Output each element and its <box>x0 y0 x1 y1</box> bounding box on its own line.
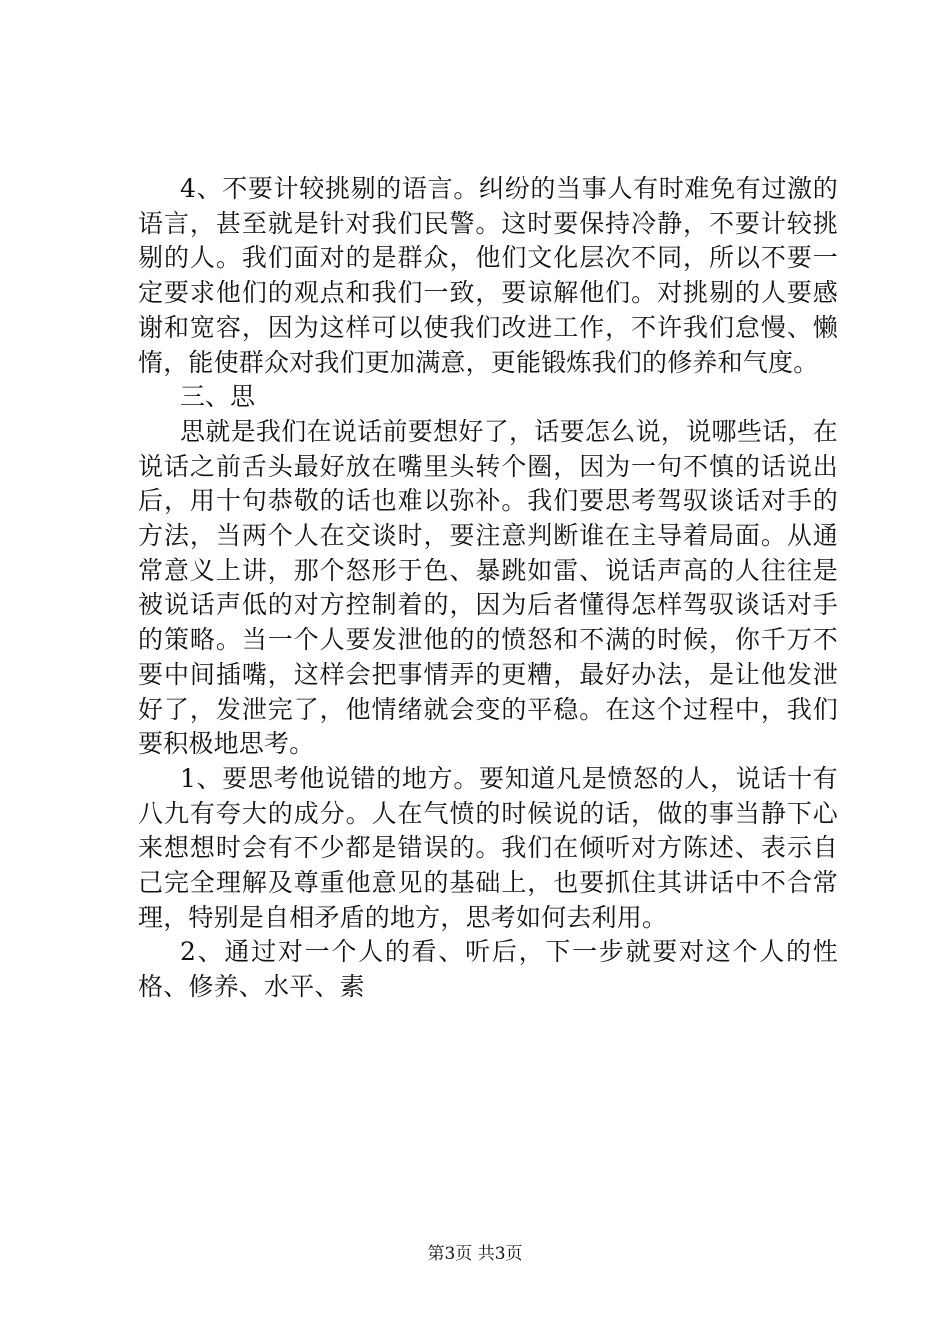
paragraph-item-4: 4、不要计较挑剔的语言。纠纷的当事人有时难免有过激的语言，甚至就是针对我们民警。这时要保持冷静，不要计较挑剔的人。我们面对的是群众，他们文化层次不同，所以不要一定要求他们的观点和我们一致，要谅解他们。对挑剔的人要感谢和宽容，因为这样可以使我们改进工作，不许我们怠慢、懒惰，能使群众对我们更加满意，更能锻炼我们的修养和气度。 <box>138 174 838 377</box>
paragraph-item-2: 2、通过对一个人的看、听后，下一步就要对这个人的性格、修养、水平、素 <box>138 937 838 1002</box>
paragraph-si-intro: 思就是我们在说话前要想好了，话要怎么说，说哪些话，在说话之前舌头最好放在嘴里头转个圈，因为一句不慎的话说出后，用十句恭敬的话也难以弥补。我们要思考驾驭谈话对手的方法，当两个人在交谈时，要注意判断谁在主导着局面。从通常意义上讲，那个怒形于色、暴跳如雷、说话声高的人往往是被说话声低的对方控制着的，因为后者懂得怎样驾驭谈话对手的策略。当一个人要发泄他的的愤怒和不满的时候，你千万不要中间插嘴，这样会把事情弄的更糟，最好办法，是让他发泄好了，发泄完了，他情绪就会变的平稳。在这个过程中，我们要积极地思考。 <box>138 416 838 759</box>
paragraph-item-1: 1、要思考他说错的地方。要知道凡是愤怒的人，说话十有八九有夸大的成分。人在气愤的时候说的话，做的事当静下心来想想时会有不少都是错误的。我们在倾听对方陈述、表示自己完全理解及尊重他意见的基础上，也要抓住其讲话中不合常理，特别是自相矛盾的地方，思考如何去利用。 <box>138 763 838 932</box>
section-heading-si: 三、思 <box>180 382 256 412</box>
document-body <box>138 172 838 1005</box>
page-footer: 第3页 共3页 <box>427 1244 523 1264</box>
